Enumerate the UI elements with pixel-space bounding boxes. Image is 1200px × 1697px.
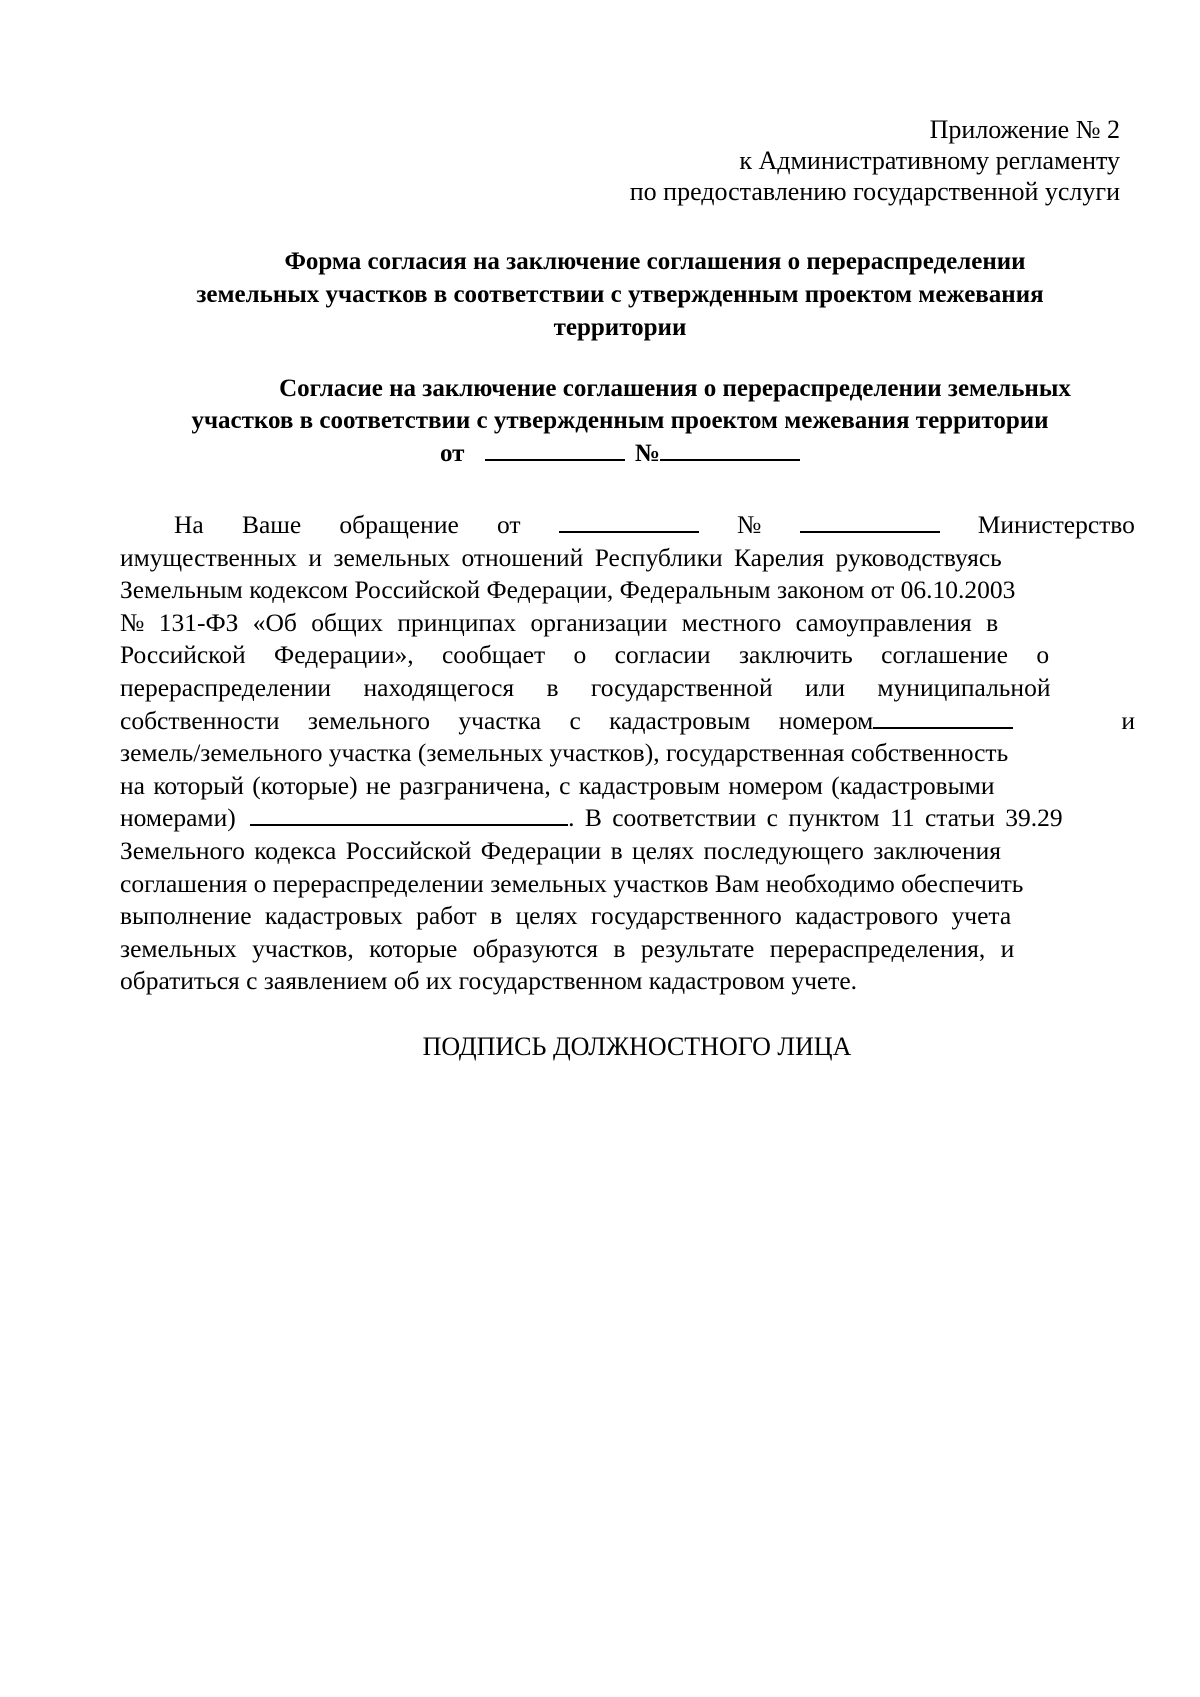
body-word: Ваше bbox=[241, 510, 302, 539]
from-label: от bbox=[439, 440, 465, 467]
body-line bbox=[120, 607, 1135, 640]
body-line bbox=[120, 900, 1135, 933]
body-paragraph bbox=[120, 509, 1135, 998]
consent-title-line: участков в соответствии с утвержденным проектом межевания территории bbox=[191, 407, 1049, 434]
annex-line: по предоставлению государственной услуги bbox=[629, 177, 1120, 206]
body-text: соглашения о перераспределении земельных участков Вам необходимо обеспечить bbox=[120, 868, 1024, 898]
number-label: № bbox=[634, 440, 661, 467]
consent-title bbox=[120, 373, 1120, 470]
cadastral-numbers-blank-field[interactable] bbox=[250, 802, 568, 826]
body-text-fragment: номерами) bbox=[120, 803, 236, 833]
body-text: земель/земельного участка (земельных участков), государственная собственность bbox=[120, 738, 1009, 768]
request-date-blank-field[interactable] bbox=[559, 509, 699, 533]
body-text: на который (которые) не разграничена, с кадастровым номером (кадастровыми bbox=[120, 770, 995, 800]
body-line bbox=[120, 639, 1135, 672]
body-word: от bbox=[496, 510, 521, 539]
annex-line: Приложение № 2 bbox=[929, 115, 1120, 144]
annex-header bbox=[420, 114, 1120, 207]
body-line bbox=[120, 868, 1135, 901]
body-text: Российской Федерации», сообщает о согласии заключить соглашение о bbox=[120, 640, 1050, 670]
request-number-blank-field[interactable] bbox=[800, 509, 940, 533]
body-line bbox=[120, 672, 1135, 705]
form-title-line: Форма согласия на заключение соглашения о перераспределении bbox=[284, 248, 1026, 275]
body-line bbox=[120, 802, 1135, 835]
date-blank-field[interactable] bbox=[485, 437, 625, 461]
body-line bbox=[120, 770, 1135, 803]
body-word: и bbox=[1121, 705, 1135, 735]
body-word: обращение bbox=[339, 510, 459, 539]
official-signature-label: ПОДПИСЬ ДОЛЖНОСТНОГО ЛИЦА bbox=[422, 1032, 852, 1061]
body-word: На bbox=[174, 510, 204, 539]
body-text: Земельного кодекса Российской Федерации в целях последующего заключения bbox=[120, 835, 1002, 865]
form-title bbox=[120, 245, 1120, 344]
body-text: имущественных и земельных отношений Республики Карелия руководствуясь bbox=[120, 542, 1002, 572]
body-line bbox=[120, 705, 1135, 738]
body-text: выполнение кадастровых работ в целях государственного кадастрового учета bbox=[120, 901, 1012, 931]
body-text-fragment: собственности земельного участка с кадастровым номером bbox=[120, 705, 874, 735]
body-text bbox=[120, 802, 1063, 835]
cadastral-number-blank-field[interactable] bbox=[873, 705, 1013, 729]
form-title-line: территории bbox=[553, 314, 687, 341]
body-line bbox=[120, 737, 1135, 770]
body-text bbox=[120, 705, 1013, 738]
annex-line: к Административному регламенту bbox=[739, 146, 1120, 175]
body-line bbox=[120, 509, 1135, 542]
body-word: № bbox=[736, 510, 762, 539]
body-word: Министерство bbox=[977, 510, 1135, 539]
form-title-line: земельных участков в соответствии с утвержденным проектом межевания bbox=[196, 281, 1044, 308]
body-text: Земельным кодексом Российской Федерации, Федеральным законом от 06.10.2003 bbox=[120, 575, 1016, 605]
body-line bbox=[120, 933, 1135, 966]
body-text: № 131-ФЗ «Об общих принципах организации местного самоуправления в bbox=[120, 607, 999, 637]
number-blank-field[interactable] bbox=[660, 437, 800, 461]
consent-date-number-line bbox=[120, 437, 1120, 470]
body-text: обратиться с заявлением об их государственном кадастровом учете. bbox=[120, 966, 858, 996]
body-text: перераспределении находящегося в государственной или муниципальной bbox=[120, 672, 1051, 702]
body-line bbox=[120, 965, 1135, 998]
body-text-fragment: . В соответствии с пунктом 11 статьи 39.29 bbox=[568, 803, 1063, 833]
body-line bbox=[120, 542, 1135, 575]
body-line bbox=[120, 835, 1135, 868]
body-text: земельных участков, которые образуются в результате перераспределения, и bbox=[120, 933, 1015, 963]
consent-title-line: Согласие на заключение соглашения о перераспределении земельных bbox=[279, 375, 1071, 402]
body-line bbox=[120, 574, 1135, 607]
